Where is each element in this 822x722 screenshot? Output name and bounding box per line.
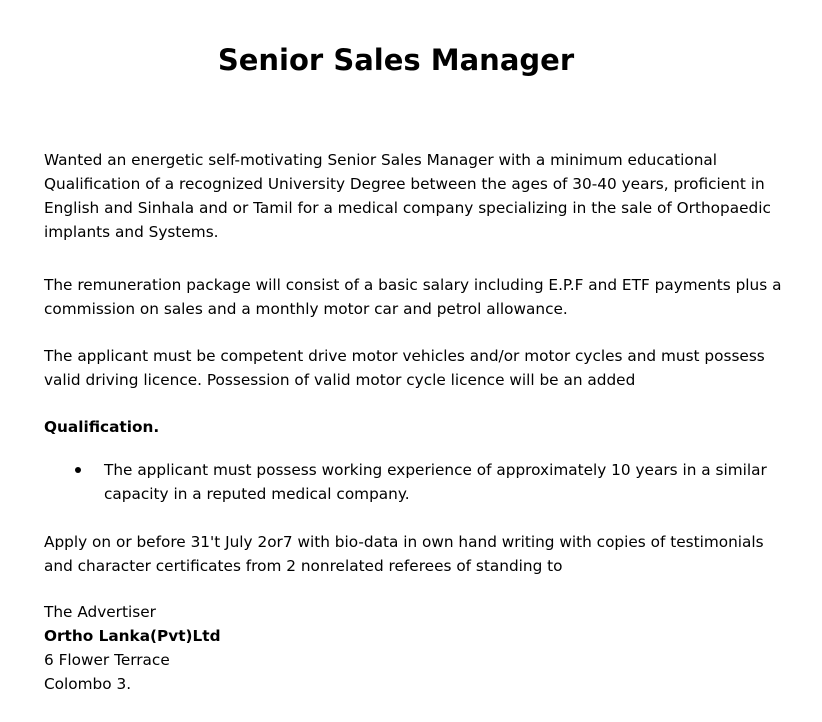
company-name: Ortho Lanka(Pvt)Ltd: [44, 627, 221, 645]
qualification-list: [44, 458, 804, 506]
address-line-advertiser: The Advertiser: [44, 603, 156, 621]
remuneration-paragraph: The remuneration package will consist of a basic salary including E.P.F and ETF payments plus a commission on sales and a monthly motor car and petrol allowance.: [44, 276, 782, 318]
bullet-icon: [75, 467, 81, 473]
address-city: Colombo 3.: [44, 675, 132, 693]
list-item: [44, 458, 804, 506]
qualification-item-text: The applicant must possess working experience of approximately 10 years in a similar capacity in a reputed medical company.: [104, 461, 767, 503]
apply-paragraph: Apply on or before 31't July 2or7 with bio-data in own hand writing with copies of testimonials and character certificates from 2 nonrelated referees of standing to: [44, 533, 764, 575]
page-title: Senior Sales Manager: [217, 43, 575, 77]
address-street: 6 Flower Terrace: [44, 651, 170, 669]
advertiser-address: [44, 600, 221, 696]
driving-requirement-paragraph: The applicant must be competent drive motor vehicles and/or motor cycles and must possess valid driving licence. Possession of valid motor cycle licence will be an added: [44, 347, 765, 389]
qualification-heading: Qualification.: [44, 418, 160, 436]
intro-paragraph: Wanted an energetic self-motivating Senior Sales Manager with a minimum educational Qualification of a recognized University Degree between the ages of 30-40 years, proficient in English and Sinhala and or Tamil for a medical company specializing in the sale of Orthopaedic implants and Systems.: [44, 151, 771, 241]
